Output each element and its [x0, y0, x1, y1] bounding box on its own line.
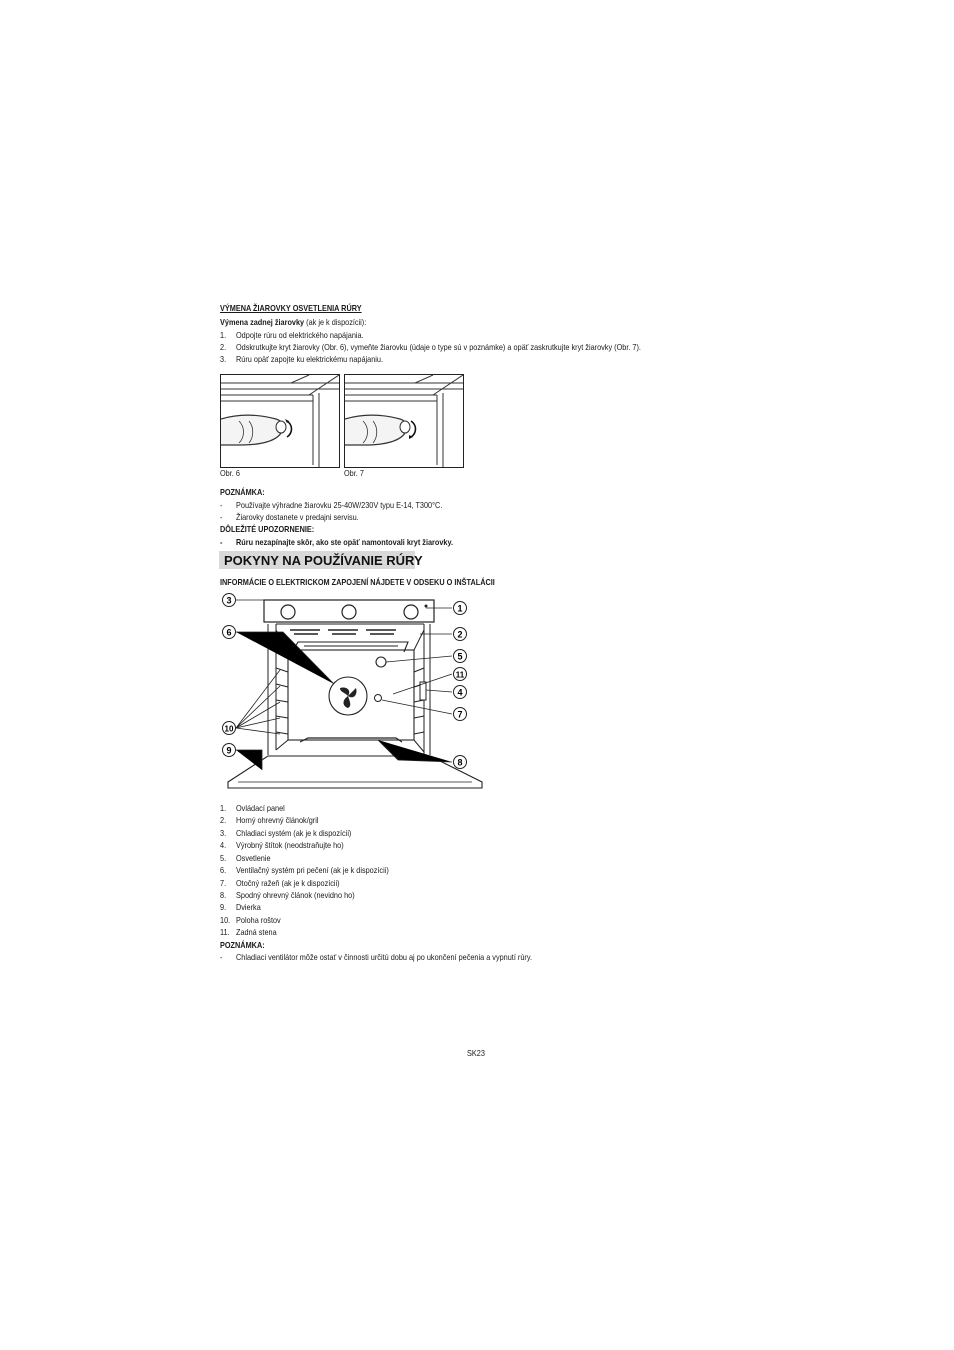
part-label: Horný ohrevný článok/gril: [236, 815, 319, 825]
note-dash: -: [220, 512, 223, 522]
step-text: Odskrutkujte kryt žiarovky (Obr. 6), vymeňte žiarovku (údaje o type sú v poznámke) a opäť zaskrutkujte kryt žiarovky (Obr. 7).: [236, 342, 641, 352]
svg-text:1: 1: [457, 603, 463, 614]
callout-8: [454, 756, 467, 769]
knob-left: [281, 605, 295, 619]
warning-text: Rúru nezapínajte skôr, ako ste opäť namontovali kryt žiarovky.: [236, 537, 454, 547]
part-number: 9.: [220, 902, 227, 912]
rear-bulb-subtitle-rest: (ak je k dispozícii):: [304, 317, 367, 327]
part-number: 6.: [220, 865, 227, 875]
figure-6-caption: Obr. 6: [220, 468, 240, 478]
note-dash: -: [220, 952, 223, 962]
rear-bulb-subtitle-bold: Výmena zadnej žiarovky: [220, 317, 305, 327]
callout-4: [454, 686, 467, 699]
part-label: Dvierka: [236, 902, 261, 912]
figure-6-bulb-cover-unscrew: [220, 374, 340, 468]
step-number: 2.: [220, 342, 227, 352]
part-label: Zadná stena: [236, 927, 277, 937]
part-number: 2.: [220, 815, 227, 825]
part-number: 5.: [220, 853, 227, 863]
step-text: Rúru opäť zapojte ku elektrickému napájaniu.: [236, 354, 384, 364]
step-number: 3.: [220, 354, 227, 364]
svg-text:8: 8: [457, 757, 463, 768]
part-number: 7.: [220, 878, 227, 888]
step-text: Odpojte rúru od elektrického napájania.: [236, 330, 364, 340]
callout-6: [223, 626, 236, 639]
callout-7: [454, 708, 467, 721]
part-label: Výrobný štítok (neodstraňujte ho): [236, 840, 344, 850]
figure-7-bulb-cover-screw: [344, 374, 464, 468]
part-label: Otočný ražeň (ak je k dispozícii): [236, 878, 340, 888]
part-number: 11.: [220, 927, 230, 937]
callout-5: [454, 650, 467, 663]
part-number: 10.: [220, 915, 231, 925]
page-number: SK23: [467, 1048, 485, 1058]
callout-9: [223, 744, 236, 757]
part-label: Poloha roštov: [236, 915, 281, 925]
svg-text:9: 9: [226, 745, 232, 756]
svg-text:6: 6: [226, 627, 232, 638]
svg-text:10: 10: [224, 724, 234, 734]
note-title-2: POZNÁMKA:: [220, 940, 265, 950]
figure-6-illustration: [221, 375, 339, 467]
svg-text:4: 4: [457, 687, 463, 698]
svg-text:2: 2: [457, 629, 463, 640]
part-label: Ovládací panel: [236, 803, 285, 813]
oven-parts-diagram: [218, 590, 488, 800]
svg-text:11: 11: [455, 670, 465, 680]
section-title-bulb-replacement: VÝMENA ŽIAROVKY OSVETLENIA RÚRY: [220, 303, 362, 313]
part-label: Spodný ohrevný článok (nevidno ho): [236, 890, 355, 900]
note-dash: -: [220, 500, 223, 510]
knob-middle: [342, 605, 356, 619]
knob-right: [404, 605, 418, 619]
figure-7-caption: Obr. 7: [344, 468, 364, 478]
callout-2: [454, 628, 467, 641]
part-number: 1.: [220, 803, 227, 813]
part-label: Osvetlenie: [236, 853, 271, 863]
figure-7-illustration: [345, 375, 463, 467]
step-number: 1.: [220, 330, 227, 340]
part-label: Ventilačný systém pri pečení (ak je k dispozícii): [236, 865, 389, 875]
callout-11: [454, 668, 467, 681]
part-label: Chladiaci systém (ak je k dispozícii): [236, 828, 352, 838]
svg-text:5: 5: [457, 651, 463, 662]
rear-bulb-subtitle: [220, 318, 366, 327]
note-text: Používajte výhradne žiarovku 25-40W/230V typu E-14, T300°C.: [236, 500, 443, 510]
section-heading-oven-use: POKYNY NA POUŽÍVANIE RÚRY: [224, 553, 423, 568]
callout-3: [223, 594, 236, 607]
note-text: Chladiaci ventilátor môže ostať v činnosti určitú dobu aj po ukončení pečenia a vypnutí rúry.: [236, 952, 532, 962]
warning-title: DÔLEŽITÉ UPOZORNENIE:: [220, 524, 315, 534]
part-number: 3.: [220, 828, 227, 838]
note-text: Žiarovky dostanete v predajni servisu.: [236, 512, 359, 522]
part-number: 8.: [220, 890, 227, 900]
warning-dash: -: [220, 537, 223, 547]
callout-1: [454, 602, 467, 615]
svg-text:3: 3: [226, 595, 232, 606]
electrical-info: INFORMÁCIE O ELEKTRICKOM ZAPOJENÍ NÁJDETE V ODSEKU O INŠTALÁCII: [220, 577, 495, 587]
note-title: POZNÁMKA:: [220, 487, 265, 497]
part-number: 4.: [220, 840, 227, 850]
svg-text:7: 7: [457, 709, 463, 720]
callout-10: [223, 722, 236, 735]
